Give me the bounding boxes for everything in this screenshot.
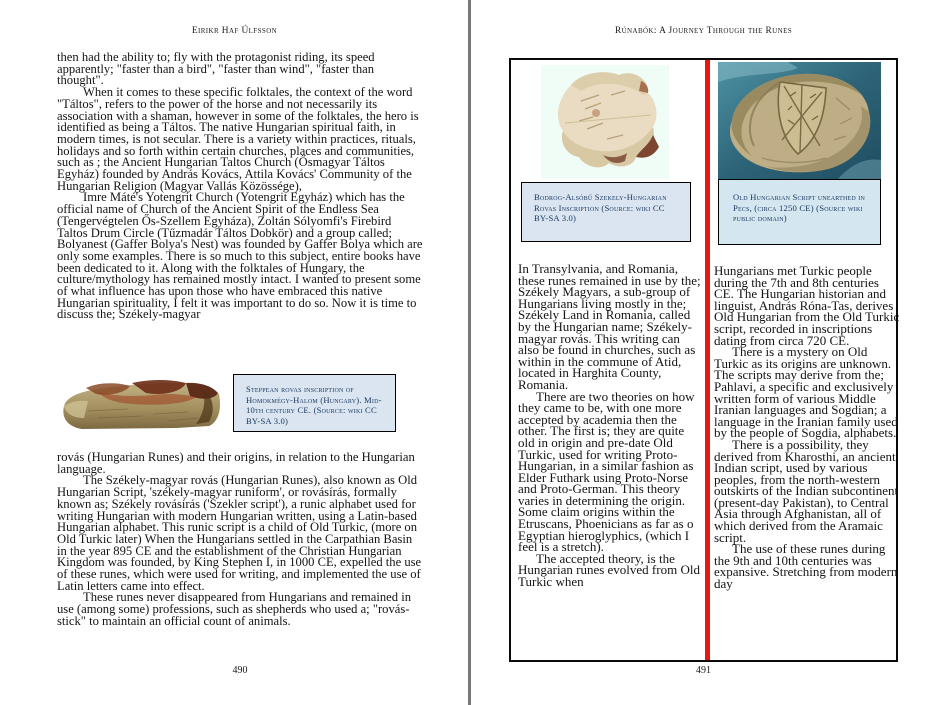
paragraph: There is a mystery on Old Turkic as its origins are unknown. The scripts may derive from the; Pahlavi, a specific and exclusively written form of various Middle Iranian languages and Sogdian; a language in the Iranian family used by the people of Sogdia, alphabets. (714, 344, 898, 441)
right-page-right-column-text (714, 265, 900, 590)
page-gutter-divider (468, 0, 471, 705)
bodrog-stone-image (541, 65, 669, 179)
right-page-number: 491 (696, 665, 711, 676)
paragraph: The accepted theory, is the Hungarian runes evolved from Old Turkic when (518, 550, 700, 590)
left-page-body-text-continued (57, 452, 423, 628)
paragraph: The Székely-magyar rovás (Hungarian Runes), also known as Old Hungarian Script, 'székely-magyar runiform', or rovásírás, formally known as; Székely rovásírás ('Szekler script'), a runic alphabet used for writing Hungarian with modern Hungarian written, using a Latin-based Hungarian alphabet. This runic script is a child of Old Turkic, (more on Old Turkic later) When the Hungarians settled in the Carpathian Basin in the year 895 CE and the establishment of the Christian Hungarian Kingdom was founded, by King Stephen I, in 1000 CE, expelled the use of these runes, which were used for writing, and implemented the use of Latin letters came into effect. (57, 473, 422, 593)
right-page-content-box (509, 58, 898, 662)
bodrog-figure-caption: Bodrog-Alsóbű Szekely-Hungarian Rovas Inscription (Source: wiki CC BY-SA 3.0) (521, 182, 691, 242)
pecs-stone-photo (718, 62, 881, 179)
bone-inscription-photo (58, 366, 226, 438)
paragraph: Imre Máté's Yotengrit Church (Yotengrit Egyház) which has the official name of Church of the Ancient Spirit of the Endless Sea (Tengervégtelen Ős-Szellem Egyháza), Zoltán Sólyomfi's Firebird Taltos Drum Circle (Tűzmadár Táltos Dobkör) and a group called; Bolyanest (Gaffer Bolya's Nest) was founded by Gaffer Bolya which are only some examples. There is so much to this subject, entire books have been dedicated to it. Along with the folktales of Hungary, the culture/mythology has remained mostly intact. I wanted to present some of what influence has upon those who have embraced this native Hungarian spirituality, I felt it was important to do so. Now it is time to discuss the; Székely-magyar (57, 190, 423, 322)
paragraph: There are two theories on how they came to be, with one more accepted by academia then the other. The first is; they are quite old in origin and pre-date Old Turkic, used for writing Proto-Hungarian, in a similar fashion as Elder Futhark using Proto-Norse and Proto-German. This theory varies in determining the origin. Some claim origins within the Etruscans, Phoenicians as far as o Egyptian hieroglyphics, (which I feel is a stretch). (518, 388, 695, 555)
paragraph: There is a possibility, they derived from Kharosthi, an ancient Indian script, used by various peoples, from the north-western outskirts of the Indian subcontinent (present-day Pakistan), to Central Asia through Afghanistan, all of which derived from the Aramaic script. (714, 436, 899, 545)
left-page-running-header: Eirikr Haf Úlfsson (191, 26, 278, 36)
paragraph: These runes never disappeared from Hungarians and remained in use (among some) professions, such as shepherds who used a; "rovás-stick" to maintain an official count of animals. (57, 590, 412, 628)
right-page-running-header: Rúnabók: A Journey Through the Runes (614, 26, 793, 36)
paragraph: When it comes to these specific folktales, the context of the word "Táltos", refers to the power of the horse and not necessarily its association with a shaman, however in some of the folktales, the hero is identified as being a Táltos. The native Hungarian spiritual faith, in modern times, is not secular. There is a variety within practices, rituals, holidays and so forth within certain churches, places and communities, such as ; the Ancient Hungarian Taltos Church (Ősmagyar Táltos Egyház) founded by András Kovács, Attila Kovács' Community of the Hungarian Religion (Magyar Vallás Közössége), (57, 85, 419, 193)
pecs-figure-caption: Old Hungarian Script unearthed in Pecs, (circa 1250 CE) (Source wiki public domain) (718, 179, 881, 245)
paragraph: rovás (Hungarian Runes) and their origins, in relation to the Hungarian language. (57, 450, 415, 476)
left-figure-caption: Steppean rovas inscription of Homokmégy-Halom (Hungary). Mid-10th century CE. (Source: wiki CC BY-SA 3.0) (233, 374, 396, 432)
bone-inscription-image (58, 366, 226, 438)
bodrog-stone-photo (541, 65, 669, 179)
paragraph: In Transylvania, and Romania, these runes remained in use by the; Székely Magyars, a sub-group of Hungarians living mostly in the; Székely Land in Romania, called by the Hungarian name; Székely-magyar rovás. This writing can also be found in churches, such as within in the commune of Atid, located in Harghita County, Romania. (518, 261, 701, 392)
pecs-stone-image (718, 62, 881, 179)
left-page-number: 490 (232, 665, 248, 676)
paragraph: then had the ability to; fly with the protagonist riding, its speed apparently; "faster than a bird", "faster than wind", "faster than thought". (57, 50, 375, 88)
red-column-rule (705, 60, 710, 660)
left-page-body-text (57, 52, 423, 321)
paragraph: The use of these runes during the 9th and 10th centuries was expansive. Stretching from modern day (714, 541, 898, 592)
right-page-left-column-text (518, 263, 702, 588)
paragraph: Hungarians met Turkic people during the 7th and 8th centuries CE. The Hungarian historian and linguist, András Róna-Tas, derives Old Hungarian from the Old Turkic script, recorded in inscriptions dating from circa 720 CE. (714, 263, 900, 348)
